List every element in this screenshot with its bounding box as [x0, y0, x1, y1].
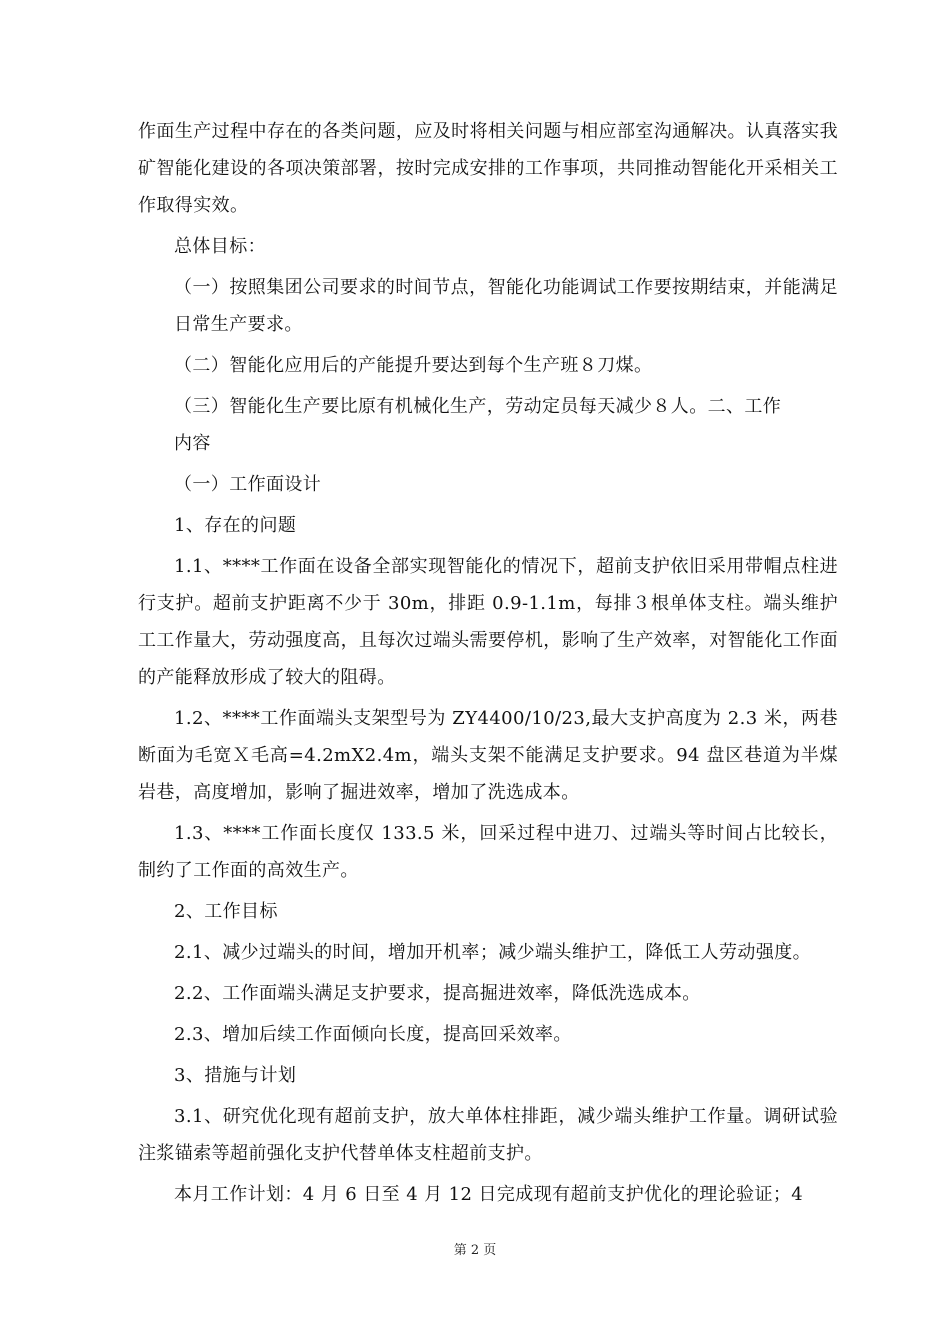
paragraph-intro-continuation: 作面生产过程中存在的各类问题，应及时将相关问题与相应部室沟通解决。认真落实我矿智能化建设的各项决策部署，按时完成安排的工作事项，共同推动智能化开采相关工作取得实效。	[138, 121, 838, 216]
document-body	[138, 113, 838, 1213]
problem-1-2: 1.2、****工作面端头支架型号为 ZY4400/10/23,最大支护高度为 2.3 米，两巷断面为毛宽Ｘ毛高=4.2mX2.4m，端头支架不能满足支护要求。94 盘区巷道为半煤岩巷，高度增加，影响了掘进效率，增加了洗选成本。	[138, 708, 838, 803]
heading-face-design: （一）工作面设计	[174, 474, 322, 495]
goal-item-2: （二）智能化应用后的产能提升要达到每个生产班８刀煤。	[174, 355, 653, 376]
target-2-1: 2.1、减少过端头的时间，增加开机率；减少端头维护工，降低工人劳动强度。	[174, 942, 812, 963]
target-2-2: 2.2、工作面端头满足支护要求，提高掘进效率，降低洗选成本。	[174, 983, 701, 1004]
heading-measures-plan: 3、措施与计划	[174, 1065, 297, 1086]
goal-item-3: （三）智能化生产要比原有机械化生产，劳动定员每天减少８人。二、工作	[174, 396, 782, 417]
heading-existing-problems: 1、存在的问题	[174, 515, 297, 536]
goal-item-1: （一）按照集团公司要求的时间节点，智能化功能调试工作要按期结束，并能满足日常生产要求。	[174, 277, 838, 335]
problem-1-1: 1.1、****工作面在设备全部实现智能化的情况下，超前支护依旧采用带帽点柱进行支护。超前支护距离不少于 30m，排距 0.9-1.1m，每排３根单体支柱。端头维护工工作量大，劳动强度高，且每次过端头需要停机，影响了生产效率，对智能化工作面的产能释放形成了较大的阻碍。	[138, 556, 838, 688]
monthly-plan: 本月工作计划：4 月 6 日至 4 月 12 日完成现有超前支护优化的理论验证；4	[174, 1184, 804, 1205]
heading-work-content: 内容	[174, 433, 211, 454]
problem-1-3: 1.3、****工作面长度仅 133.5 米，回采过程中进刀、过端头等时间占比较长，制约了工作面的高效生产。	[138, 823, 838, 881]
heading-overall-goal: 总体目标：	[174, 236, 266, 257]
measure-3-1: 3.1、研究优化现有超前支护，放大单体柱排距，减少端头维护工作量。调研试验注浆锚索等超前强化支护代替单体支柱超前支护。	[138, 1106, 838, 1164]
page-number-footer: 第 2 页	[453, 1243, 497, 1258]
heading-work-targets: 2、工作目标	[174, 901, 278, 922]
target-2-3: 2.3、增加后续工作面倾向长度，提高回采效率。	[174, 1024, 572, 1045]
